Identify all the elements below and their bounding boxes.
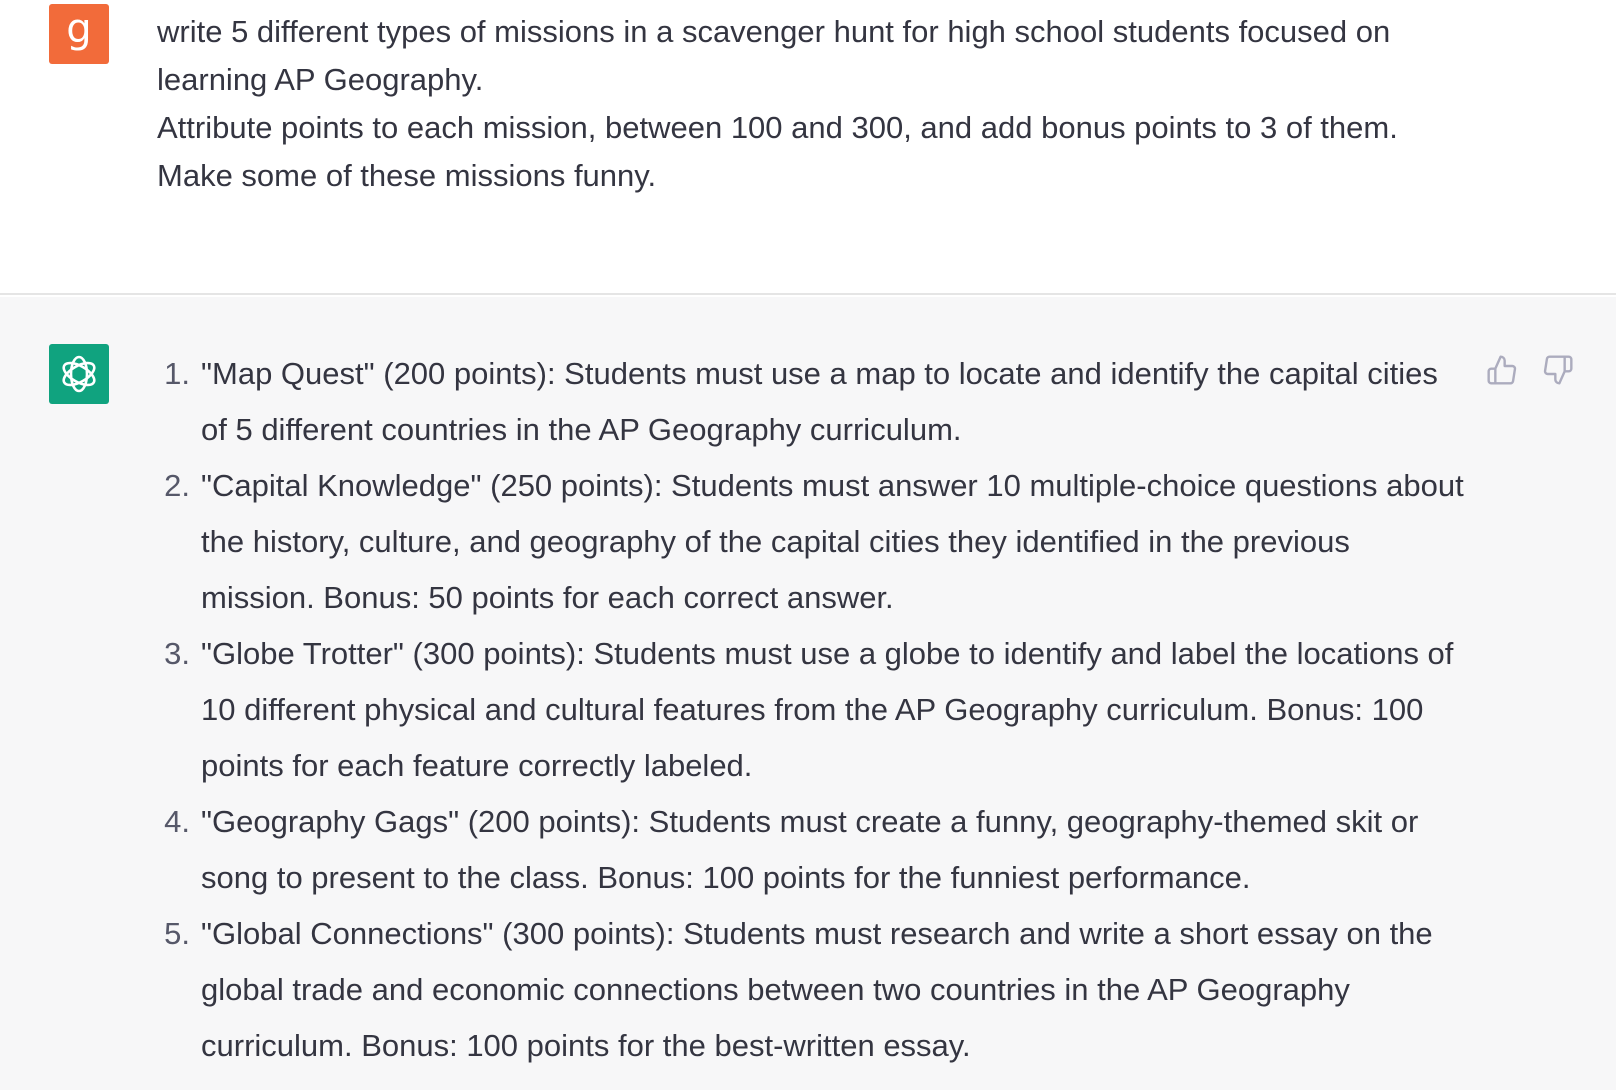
- thumbs-down-icon: [1542, 354, 1574, 386]
- list-item-text: "Global Connections" (300 points): Students must research and write a short essay on the global trade and economic connections between two countries in the AP Geography curriculum. Bonus: 100 points for the best-written essay.: [201, 916, 1433, 1063]
- thumbs-up-icon: [1486, 354, 1518, 386]
- user-avatar: [49, 4, 109, 64]
- user-message-line: Attribute points to each mission, between 100 and 300, and add bonus points to 3 of them.: [157, 110, 1398, 145]
- openai-logo-icon: [57, 352, 101, 396]
- list-item-text: "Map Quest" (200 points): Students must use a map to locate and identify the capital cities of 5 different countries in the AP Geography curriculum.: [201, 356, 1438, 447]
- list-item: [150, 626, 1470, 794]
- list-item-text: "Globe Trotter" (300 points): Students must use a globe to identify and label the locations of 10 different physical and cultural features from the AP Geography curriculum. Bonus: 100 points for each feature correctly labeled.: [201, 636, 1454, 783]
- svg-text:g: g: [66, 12, 92, 52]
- thumbs-down-button[interactable]: [1540, 352, 1576, 388]
- list-item: [150, 794, 1470, 906]
- mission-list: [150, 346, 1470, 1074]
- list-item-text: "Capital Knowledge" (250 points): Students must answer 10 multiple-choice questions about the history, culture, and geography of the capital cities they identified in the previous mission. Bonus: 50 points for each correct answer.: [201, 468, 1464, 615]
- list-item: [150, 346, 1470, 458]
- user-message-text: [157, 8, 1477, 200]
- assistant-message: [0, 297, 1616, 1090]
- user-message-line: write 5 different types of missions in a scavenger hunt for high school students focused on learning AP Geography.: [157, 14, 1391, 97]
- list-item: [150, 906, 1470, 1074]
- user-message: [0, 0, 1616, 295]
- list-item-text: "Geography Gags" (200 points): Students must create a funny, geography-themed skit or song to present to the class. Bonus: 100 points for the funniest performance.: [201, 804, 1419, 895]
- list-number: 3.: [164, 636, 190, 671]
- thumbs-up-button[interactable]: [1484, 352, 1520, 388]
- user-avatar-icon: [62, 12, 96, 56]
- assistant-avatar: [49, 344, 109, 404]
- list-number: 2.: [164, 468, 190, 503]
- list-number: 5.: [164, 916, 190, 951]
- list-number: 1.: [164, 356, 190, 391]
- list-item: [150, 458, 1470, 626]
- list-number: 4.: [164, 804, 190, 839]
- user-message-line: Make some of these missions funny.: [157, 158, 657, 193]
